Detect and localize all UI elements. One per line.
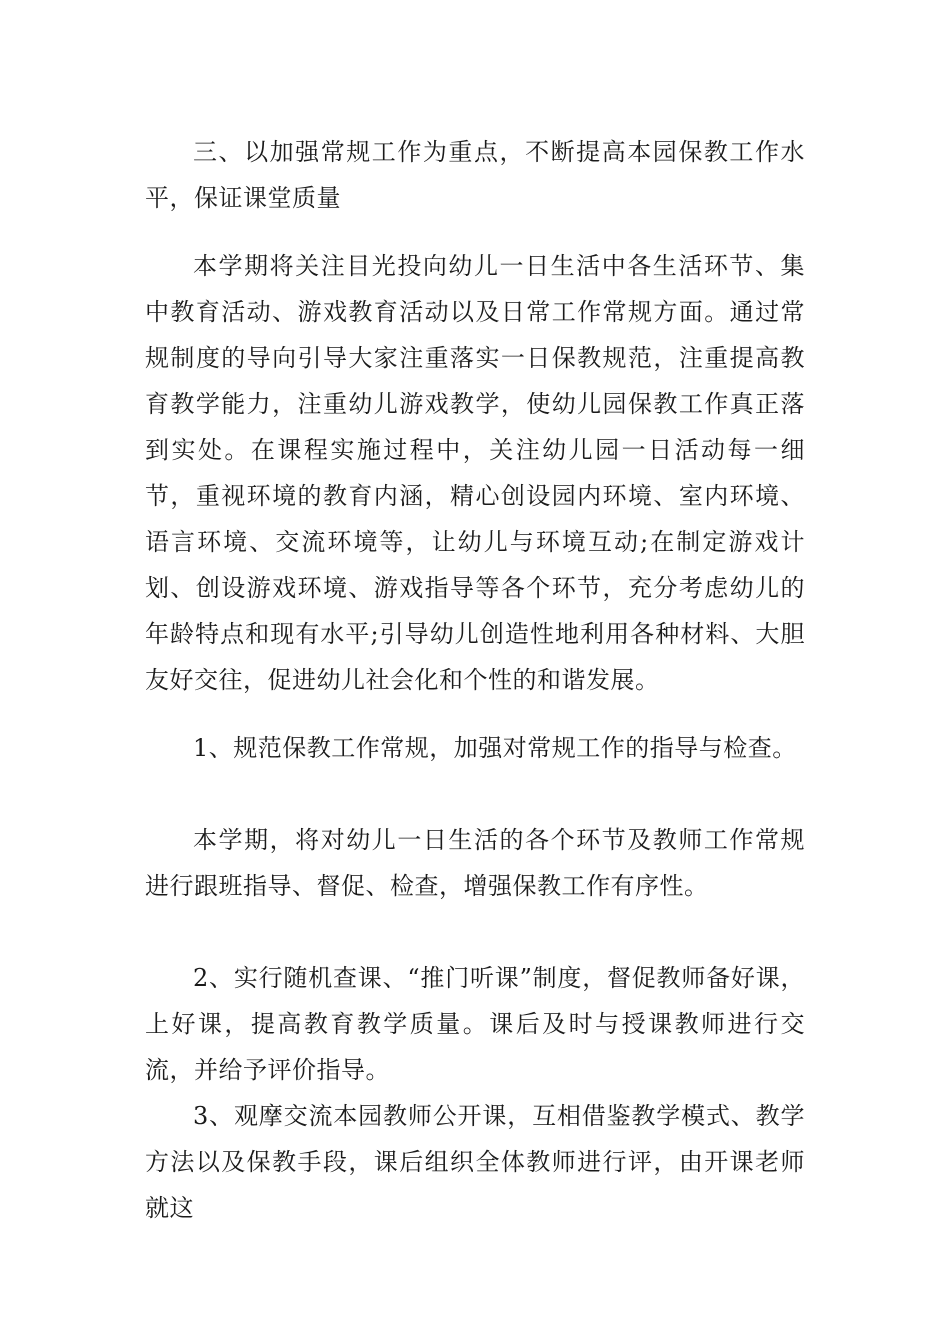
list-item-paragraph: 3、观摩交流本园教师公开课，互相借鉴教学模式、教学方法以及保教手段，课后组织全体教师进行评，由开课老师就这 xyxy=(145,1102,805,1222)
body-paragraph: 本学期将关注目光投向幼儿一日生活中各生活环节、集中教育活动、游戏教育活动以及日常工作常规方面。通过常规制度的导向引导大家注重落实一日保教规范，注重提高教育教学能力，注重幼儿游戏教学，使幼儿园保教工作真正落到实处。在课程实施过程中，关注幼儿园一日活动每一细节，重视环境的教育内涵，精心创设园内环境、室内环境、语言环境、交流环境等，让幼儿与环境互动;在制定游戏计划、创设游戏环境、游戏指导等各个环节，充分考虑幼儿的年龄特点和现有水平;引导幼儿创造性地利用各种材料、大胆友好交往，促进幼儿社会化和个性的和谐发展。 xyxy=(145,252,805,694)
list-item-heading: 1、规范保教工作常规，加强对常规工作的指导与检查。 xyxy=(193,734,797,762)
section-heading: 三、以加强常规工作为重点，不断提高本园保教工作水平，保证课堂质量 xyxy=(145,138,805,212)
list-item-paragraph: 2、实行随机查课、“推门听课”制度，督促教师备好课，上好课，提高教育教学质量。课后及时与授课教师进行交流，并给予评价指导。 xyxy=(145,964,805,1084)
body-paragraph: 本学期，将对幼儿一日生活的各个环节及教师工作常规进行跟班指导、督促、检查，增强保教工作有序性。 xyxy=(145,826,805,900)
